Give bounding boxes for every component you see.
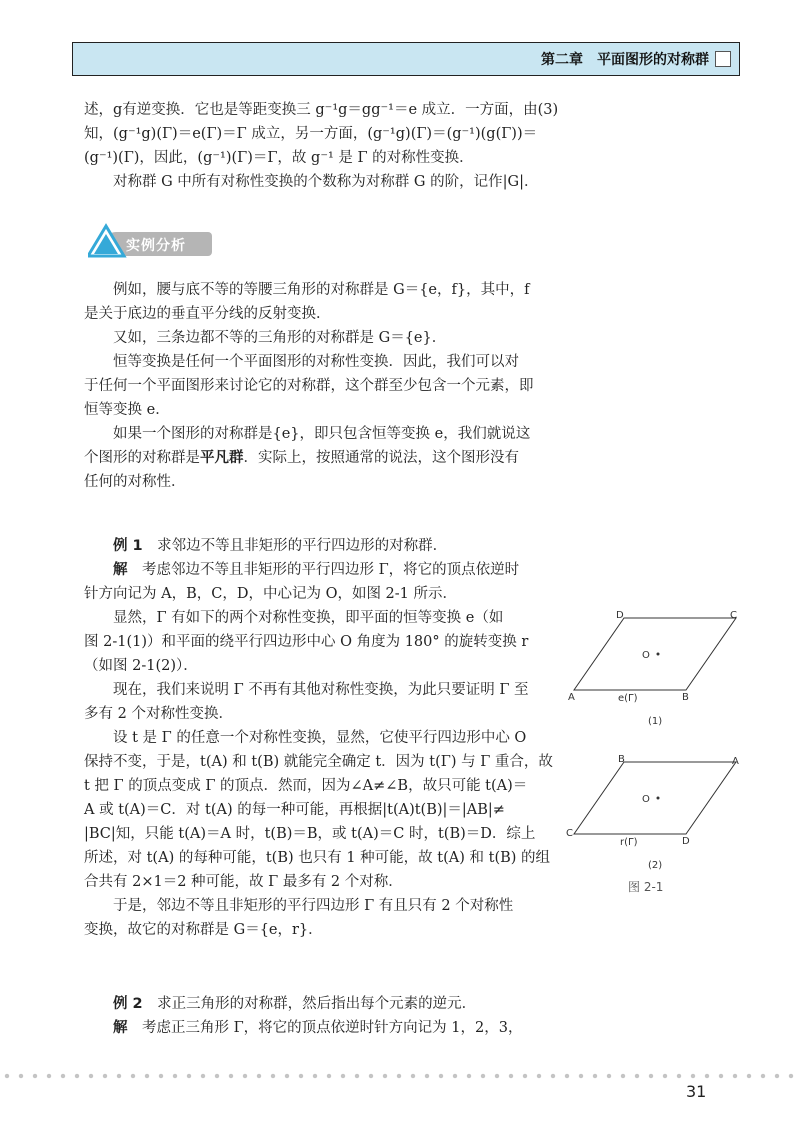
vertex-label-b: B [618, 754, 625, 765]
analysis-line: 于任何一个平面图形来讨论它的对称群，这个群至少包含一个元素，即 [84, 378, 534, 394]
page-number: 31 [686, 1082, 707, 1101]
example1-line: 现在，我们来说明 Γ 不再有其他对称性变换，为此只要证明 Γ 至 [113, 682, 529, 698]
figure-2-1-part1 [566, 610, 746, 730]
example1-line: 保持不变，于是，t(A) 和 t(B) 就能完全确定 t．因为 t(Γ) 与 Γ 重合，故 [84, 754, 553, 770]
example1-line: A 或 t(A)＝C．对 t(A) 的每一种可能，再根据|t(A)t(B)|＝|AB|≠ [84, 802, 505, 818]
example1-line: 于是，邻边不等且非矩形的平行四边形 Γ 有且只有 2 个对称性 [113, 898, 514, 914]
example1-line: （如图 2-1(2)）． [84, 658, 198, 674]
sub-caption: (2) [648, 860, 663, 871]
parallelogram-shape [574, 618, 736, 690]
example1-line: 针方向记为 A，B，C，D，中心记为 O，如图 2-1 所示． [84, 586, 458, 602]
vertex-label-d: D [682, 836, 690, 847]
intro-line: (g⁻¹)(Γ)，因此，(g⁻¹)(Γ)＝Γ，故 g⁻¹ 是 Γ 的对称性变换． [84, 150, 474, 166]
text-segment: 考虑邻边不等且非矩形的平行四边形 Γ，将它的顶点依逆时 [142, 562, 520, 578]
example1-question-text: 求邻边不等且非矩形的平行四边形的对称群． [157, 538, 448, 554]
figure-2-1-part2 [566, 754, 746, 894]
example2-section [84, 992, 564, 1040]
center-label: O [642, 794, 650, 805]
vertex-label-a: A [732, 756, 739, 767]
vertex-label-c: C [730, 610, 737, 621]
center-point [657, 653, 660, 656]
example1-question [84, 534, 564, 558]
example2-question [84, 992, 564, 1016]
analysis-line: 例如，腰与底不等的等腰三角形的对称群是 G＝{e，f}，其中，f [113, 282, 530, 298]
center-point [657, 797, 660, 800]
footer-dotted-line [0, 1072, 800, 1080]
trivial-group-term: 平凡群 [200, 450, 244, 466]
chapter-header-bar [72, 42, 740, 76]
intro-line: 知，(g⁻¹g)(Γ)＝e(Γ)＝Γ 成立，另一方面，(g⁻¹g)(Γ)＝(g⁻¹)(g(Γ))＝ [84, 126, 538, 142]
analysis-section [84, 278, 564, 494]
intro-section [84, 98, 564, 194]
section-badge [84, 222, 214, 262]
vertex-label-b: B [682, 692, 689, 703]
example1-line: |BC|知，只能 t(A)＝A 时，t(B)＝B，或 t(A)＝C 时，t(B)＝D．综上 [84, 826, 536, 842]
header-square-decoration [715, 51, 731, 67]
example1-line: 图 2-1(1)）和平面的绕平行四边形中心 O 角度为 180° 的旋转变换 r [84, 634, 529, 650]
analysis-line: 又如，三条边都不等的三角形的对称群是 G＝{e}． [113, 330, 447, 346]
example1-line: 显然，Γ 有如下的两个对称性变换，即平面的恒等变换 e（如 [113, 610, 504, 626]
figure-caption: 图 2-1 [628, 880, 664, 894]
analysis-line: 如果一个图形的对称群是{e}，即只包含恒等变换 e，我们就说这 [113, 426, 531, 442]
intro-line: 述，g有逆变换．它也是等距变换三 g⁻¹g＝gg⁻¹＝e 成立．一方面，由(3) [84, 102, 559, 118]
text-segment: 考虑正三角形 Γ，将它的顶点依逆时针方向记为 1，2，3， [142, 1020, 523, 1036]
edge-label: e(Γ) [618, 693, 638, 704]
example1-label: 例 1 [113, 538, 143, 554]
example1-line: 合共有 2×1＝2 种可能，故 Γ 最多有 2 个对称． [84, 874, 403, 890]
example1-line: 变换，故它的对称群是 G＝{e，r}． [84, 922, 323, 938]
order-definition: 对称群 G 中所有对称性变换的个数称为对称群 G 的阶，记作|G|． [113, 174, 539, 190]
vertex-label-a: A [568, 692, 575, 703]
triangle-icon [88, 222, 128, 262]
center-label: O [642, 650, 650, 661]
example1-line: 多有 2 个对称性变换． [84, 706, 233, 722]
example1-line: 所述，对 t(A) 的每种可能，t(B) 也只有 1 种可能，故 t(A) 和 t(B) 的组 [84, 850, 551, 866]
section-badge-label: 实例分析 [126, 238, 186, 254]
example2-line [84, 1016, 564, 1040]
text-segment: 个图形的对称群是 [84, 450, 200, 466]
parallelogram-shape [574, 762, 736, 834]
analysis-line: 恒等变换 e． [84, 402, 170, 418]
analysis-line: 任何的对称性． [84, 474, 186, 490]
vertex-label-d: D [616, 610, 624, 621]
solution-label: 解 [113, 1020, 128, 1036]
example1-line [84, 558, 564, 582]
example2-question-text: 求正三角形的对称群，然后指出每个元素的逆元． [157, 996, 477, 1012]
text-segment: ．实际上，按照通常的说法，这个图形没有 [243, 450, 519, 466]
analysis-line: 是关于底边的垂直平分线的反射变换． [84, 306, 331, 322]
example1-line: t 把 Γ 的顶点变成 Γ 的顶点．然而，因为∠A≠∠B，故只可能 t(A)＝ [84, 778, 528, 794]
analysis-line [84, 446, 564, 470]
sub-caption: (1) [648, 716, 663, 727]
example2-label: 例 2 [113, 996, 143, 1012]
analysis-line: 恒等变换是任何一个平面图形的对称性变换．因此，我们可以对 [113, 354, 519, 370]
chapter-title: 第二章 平面图形的对称群 [541, 52, 709, 68]
vertex-label-c: C [566, 828, 573, 839]
example1-section [84, 534, 564, 942]
edge-label: r(Γ) [620, 837, 638, 848]
solution-label: 解 [113, 562, 128, 578]
example1-line: 设 t 是 Γ 的任意一个对称性变换，显然，它使平行四边形中心 O [113, 730, 527, 746]
